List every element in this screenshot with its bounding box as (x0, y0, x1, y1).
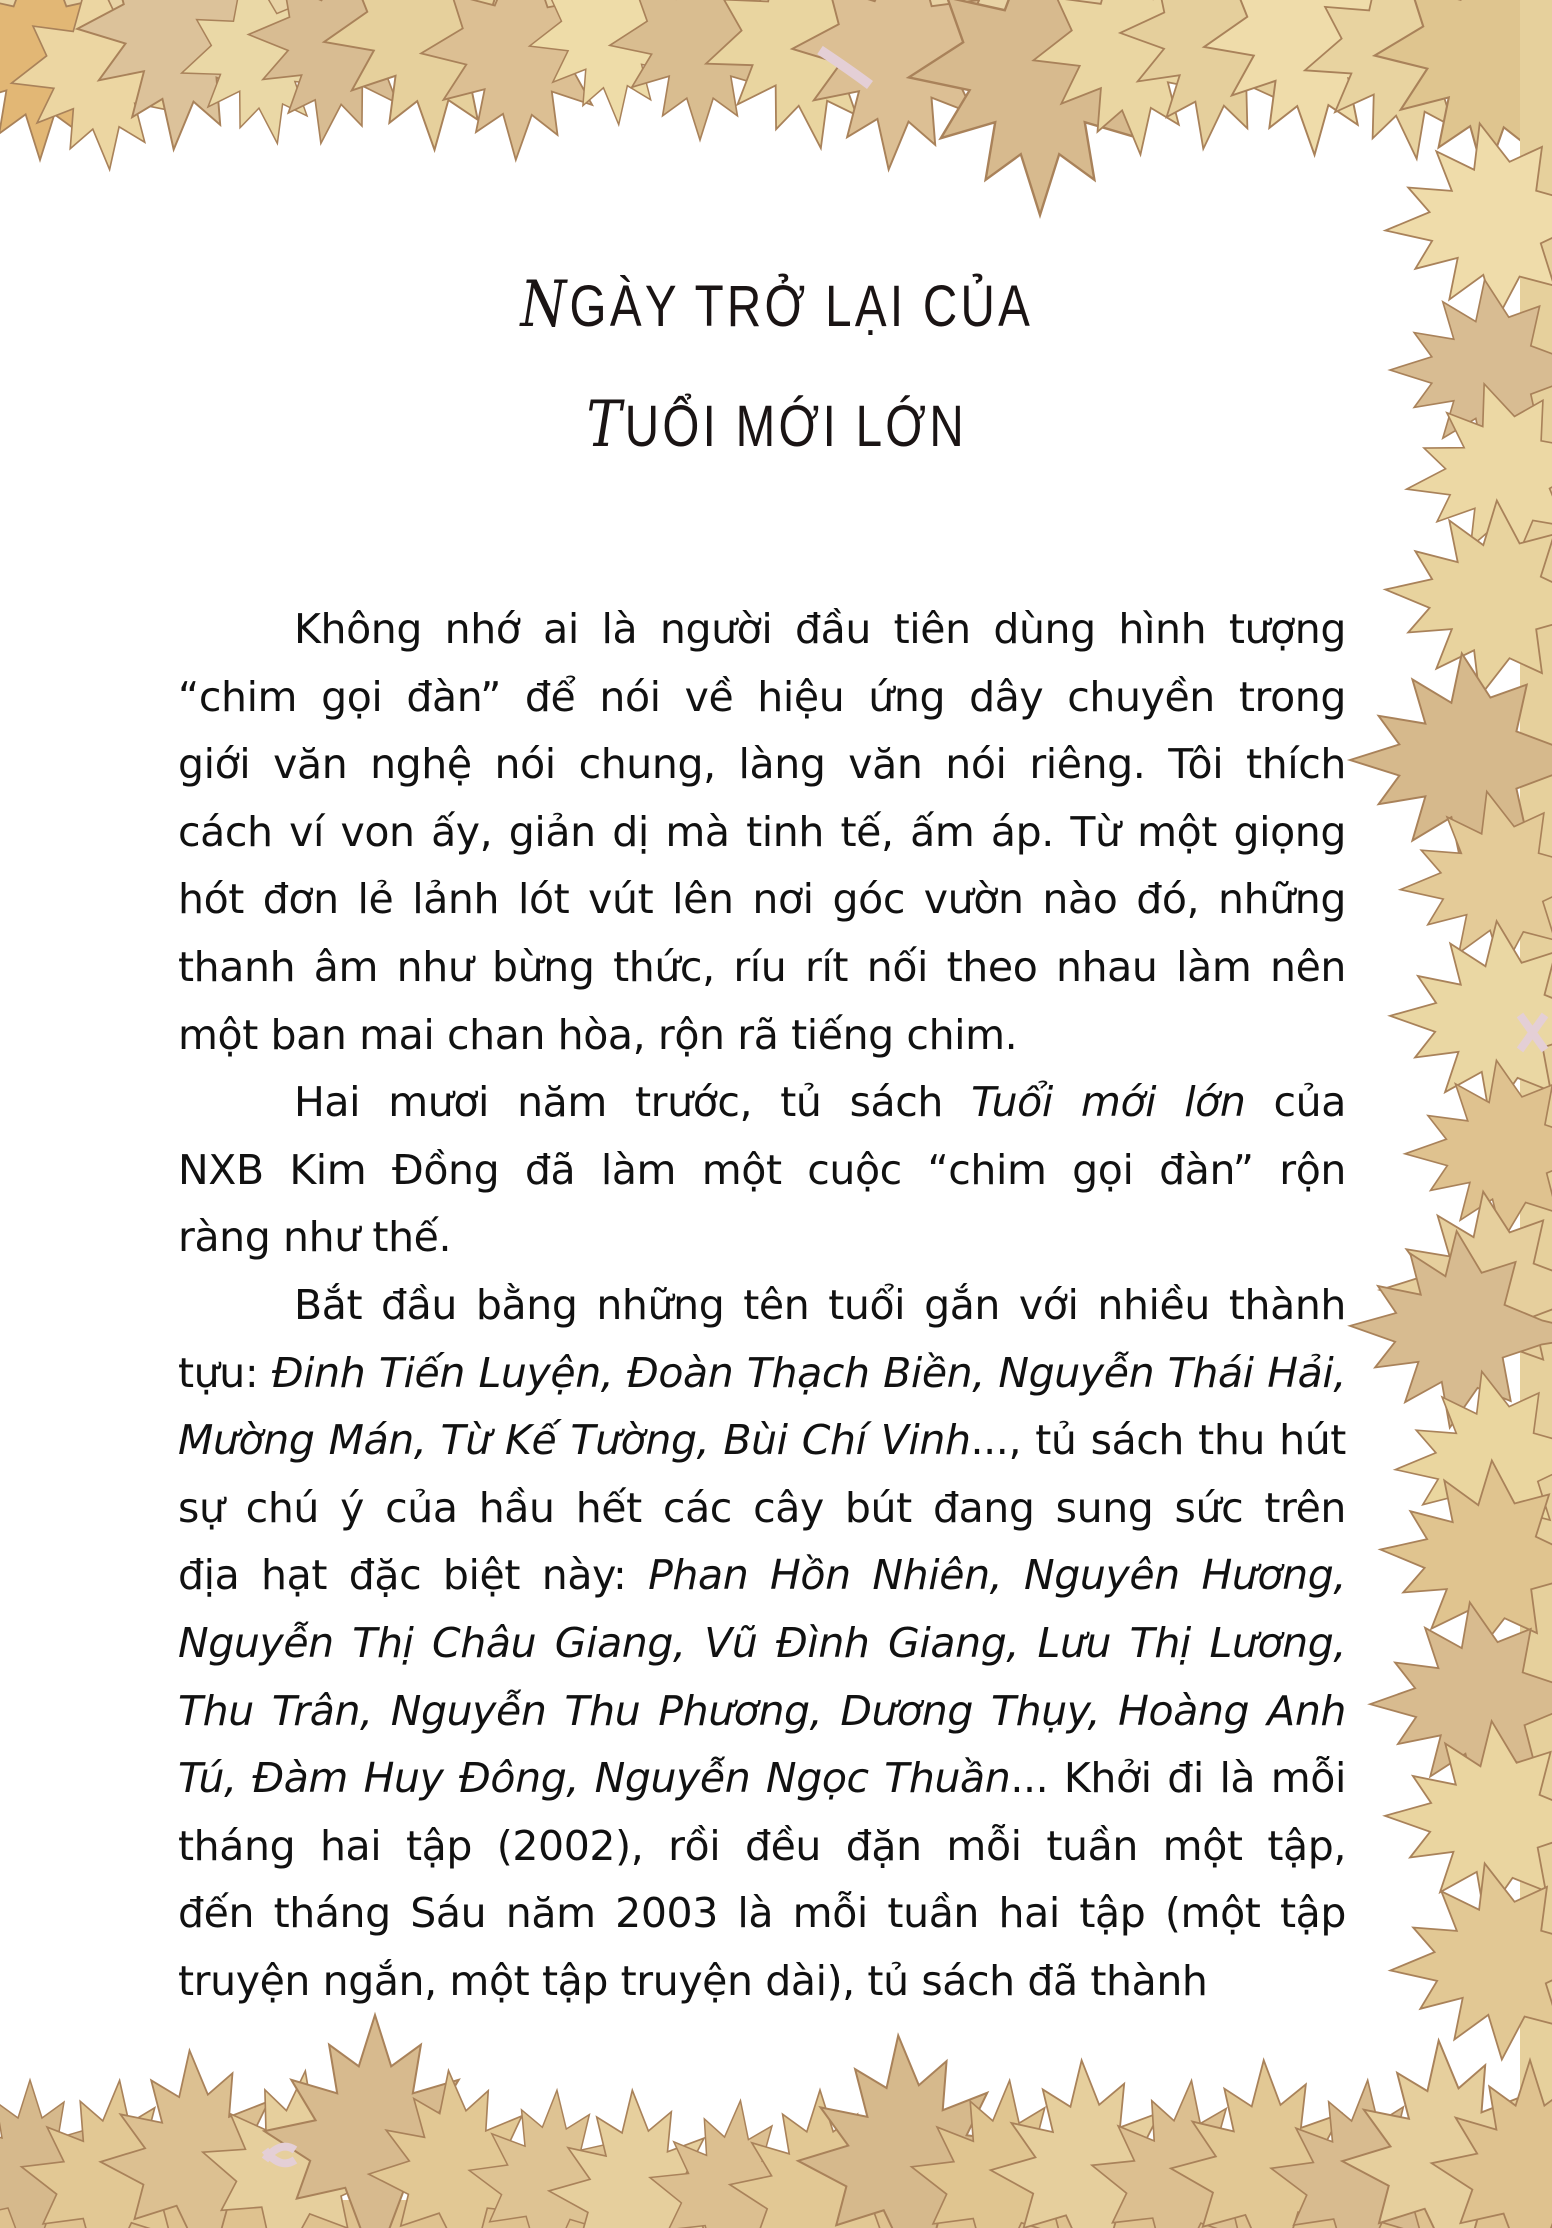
text: Không nhớ ai là người đầu tiên dùng hình tượng (294, 605, 1346, 653)
text: thanh âm như bừng thức, ríu rít nối theo nhau làm nên (178, 942, 1346, 991)
chapter-title-line-2 (140, 388, 1413, 462)
text-line (178, 1542, 1346, 1610)
text-line (178, 934, 1346, 1002)
text: tháng hai tập (2002), rồi đều đặn mỗi tuần một tập, (178, 1821, 1346, 1870)
title-text: UỔI MỚI LỚN (624, 394, 967, 459)
text-line (178, 664, 1346, 732)
italic-text: Tú, Đàm Huy Đông, Nguyễn Ngọc Thuần (178, 1754, 1011, 1803)
text-line (178, 1880, 1346, 1948)
text-line (178, 1137, 1346, 1205)
text: Bắt đầu bằng những tên tuổi gắn với nhiều thành (294, 1280, 1346, 1329)
text: ràng như thế. (178, 1213, 452, 1262)
paragraph (178, 1069, 1346, 1272)
chapter-title-line-1 (140, 268, 1413, 342)
text: đến tháng Sáu năm 2003 là mỗi tuần hai tập (một tập (178, 1889, 1346, 1938)
body-text (178, 596, 1346, 2015)
italic-text: Đinh Tiến Luyện, Đoàn Thạch Biền, Nguyễn Thái Hải, (271, 1348, 1346, 1397)
text: ..., tủ sách thu hút (970, 1416, 1346, 1465)
text-line (178, 1610, 1346, 1678)
text: cách ví von ấy, giản dị mà tinh tế, ấm áp. Từ một giọng (178, 807, 1346, 856)
text: “chim gọi đàn” để nói về hiệu ứng dây chuyền trong (178, 672, 1346, 721)
paragraph (178, 596, 1346, 1069)
title-drop-cap: T (586, 388, 625, 462)
title-drop-cap: N (520, 268, 570, 342)
text-line (178, 1813, 1346, 1881)
text-line (178, 1745, 1346, 1813)
text-line (178, 1002, 1346, 1070)
text-line (178, 1475, 1346, 1543)
text: hót đơn lẻ lảnh lót vút lên nơi góc vườn nào đó, những (178, 875, 1346, 924)
text: NXB Kim Đồng đã làm một cuộc “chim gọi đàn” rộn (178, 1145, 1346, 1194)
italic-text: Tuổi mới lớn (971, 1078, 1246, 1127)
text-line (178, 866, 1346, 934)
text-line (178, 1204, 1346, 1272)
title-text: GÀY TRỞ LẠI CỦA (569, 274, 1034, 339)
paragraph (178, 1272, 1346, 2016)
top-leaf-cluster (0, 0, 1552, 215)
italic-text: Mường Mán, Từ Kế Tường, Bùi Chí Vinh (178, 1416, 971, 1465)
italic-text: Phan Hồn Nhiên, Nguyên Hương, (648, 1551, 1347, 1600)
text-line (178, 799, 1346, 867)
text: giới văn nghệ nói chung, làng văn nói riêng. Tôi thích (178, 740, 1346, 789)
text: tựu: (178, 1348, 272, 1397)
text-line (178, 596, 1346, 664)
text-line (178, 1678, 1346, 1746)
text-line (178, 1340, 1346, 1408)
text-line (178, 1948, 1346, 2016)
italic-text: Thu Trân, Nguyễn Thu Phương, Dương Thụy, Hoàng Anh (178, 1686, 1346, 1735)
text-line (178, 731, 1346, 799)
text: địa hạt đặc biệt này: (178, 1551, 649, 1600)
text-line (178, 1272, 1346, 1340)
text-line (178, 1407, 1346, 1475)
text-line (178, 1069, 1346, 1137)
bottom-leaf-cluster (0, 2015, 1552, 2228)
text: một ban mai chan hòa, rộn rã tiếng chim. (178, 1010, 1018, 1059)
text: của (1245, 1078, 1346, 1127)
text: Hai mươi năm trước, tủ sách (294, 1078, 972, 1127)
text: ... Khởi đi là mỗi (1010, 1754, 1346, 1803)
italic-text: Nguyễn Thị Châu Giang, Vũ Đình Giang, Lưu Thị Lương, (178, 1618, 1346, 1667)
text: truyện ngắn, một tập truyện dài), tủ sách đã thành (178, 1956, 1208, 2005)
text: sự chú ý của hầu hết các cây bút đang sung sức trên (178, 1483, 1346, 1532)
